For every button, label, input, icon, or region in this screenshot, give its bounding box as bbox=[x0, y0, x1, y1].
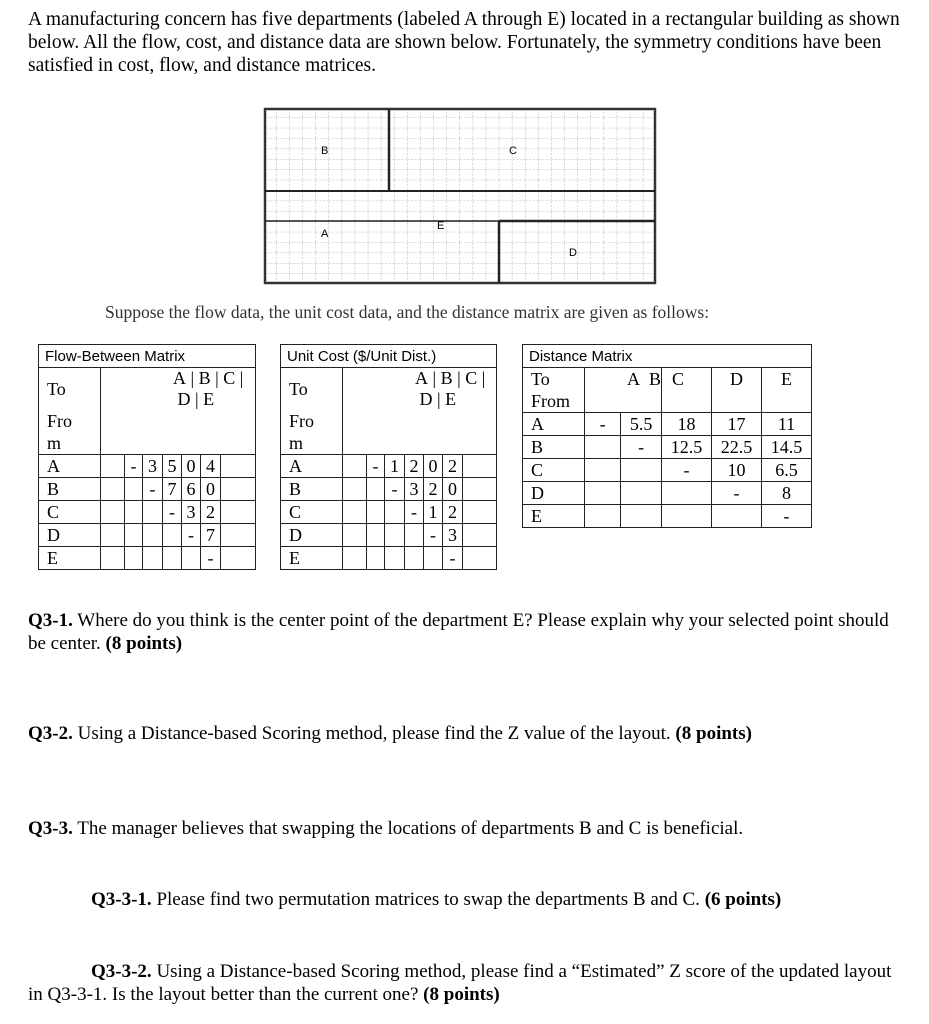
question-3-3 bbox=[28, 817, 908, 840]
distance-col-d: D bbox=[712, 368, 762, 391]
distance-corner-from: From bbox=[523, 390, 585, 413]
q33-number: Q3-3. bbox=[28, 818, 73, 839]
cost-col-a: A bbox=[415, 368, 428, 388]
table-row: B - 3 2 0 bbox=[281, 478, 497, 501]
q31-number: Q3-1. bbox=[28, 610, 73, 631]
dept-d-label: D bbox=[569, 247, 577, 259]
cost-corner-to: To bbox=[281, 368, 343, 411]
dept-a-label: A bbox=[321, 228, 329, 240]
table-row: A - 5.5 18 17 11 bbox=[523, 413, 812, 436]
distance-matrix-title: Distance Matrix bbox=[523, 345, 812, 368]
intro-paragraph: A manufacturing concern has five departments (labeled A through E) located in a rectangular building as shown below. All the flow, cost, and distance data are shown below. Fortunately, the symmetry conditions have been satisfied in cost, flow, and distance matrices. bbox=[28, 9, 900, 76]
q31-points: (8 points) bbox=[105, 633, 183, 654]
cost-corner-from-1: Fro bbox=[281, 410, 343, 432]
cost-col-c: C bbox=[465, 368, 478, 388]
q331-number: Q3-3-1. bbox=[91, 889, 152, 910]
table-row: C - 10 6.5 bbox=[523, 459, 812, 482]
flow-corner-from-1: Fro bbox=[39, 410, 101, 432]
cost-matrix-title: Unit Cost ($/Unit Dist.) bbox=[281, 345, 497, 368]
table-row: E - bbox=[281, 547, 497, 570]
question-3-3-2 bbox=[28, 960, 908, 1006]
dept-e-label: E bbox=[437, 220, 445, 232]
cost-col-b: B bbox=[440, 368, 453, 388]
dept-b-label: B bbox=[321, 145, 329, 157]
q32-text: Using a Distance-based Scoring method, please find the Z value of the layout. bbox=[77, 723, 671, 744]
table-row: A - 1 2 0 2 bbox=[281, 455, 497, 478]
matrices-caption: Suppose the flow data, the unit cost data, and the distance matrix are given as follows: bbox=[105, 302, 710, 322]
table-row: B - 7 6 0 bbox=[39, 478, 256, 501]
flow-col-d: D bbox=[177, 389, 191, 409]
q32-number: Q3-2. bbox=[28, 723, 73, 744]
table-row: E - bbox=[523, 505, 812, 528]
distance-matrix bbox=[522, 344, 812, 528]
table-row: E - bbox=[39, 547, 256, 570]
flow-corner-to: To bbox=[39, 368, 101, 411]
flow-matrix-title: Flow-Between Matrix bbox=[39, 345, 256, 368]
q332-points: (8 points) bbox=[423, 984, 500, 1005]
q332-number: Q3-3-2. bbox=[91, 961, 152, 982]
table-row: D - 8 bbox=[523, 482, 812, 505]
flow-col-c: C bbox=[223, 368, 236, 388]
cost-col-d: D bbox=[419, 389, 433, 409]
question-3-2 bbox=[28, 722, 908, 745]
flow-col-b: B bbox=[198, 368, 211, 388]
distance-col-b: B bbox=[649, 368, 662, 389]
q32-points: (8 points) bbox=[675, 723, 752, 744]
table-row: B - 12.5 22.5 14.5 bbox=[523, 436, 812, 459]
flow-between-matrix bbox=[38, 344, 256, 570]
cost-column-headers: A | B | C | D | E bbox=[343, 368, 497, 411]
distance-corner-to: To bbox=[523, 368, 585, 391]
cost-corner-from-2: m bbox=[281, 432, 343, 455]
table-row: C - 1 2 bbox=[281, 501, 497, 524]
building-layout-diagram bbox=[263, 107, 657, 285]
table-row: D - 3 bbox=[281, 524, 497, 547]
distance-col-c: C bbox=[662, 368, 712, 391]
flow-corner-from-2: m bbox=[39, 432, 101, 455]
table-row: C - 3 2 bbox=[39, 501, 256, 524]
cost-col-e: E bbox=[445, 389, 457, 409]
flow-col-e: E bbox=[203, 389, 215, 409]
flow-column-headers: A | B | C | D | E bbox=[101, 368, 256, 411]
q31-text: Where do you think is the center point of the department E? Please explain why your selected point should be center. bbox=[28, 610, 889, 654]
flow-col-a: A bbox=[173, 368, 186, 388]
dept-c-label: C bbox=[509, 145, 517, 157]
distance-col-a: A bbox=[627, 368, 640, 389]
table-row: A - 3 5 0 4 bbox=[39, 455, 256, 478]
table-row: D - 7 bbox=[39, 524, 256, 547]
question-3-1 bbox=[28, 609, 908, 655]
q331-text: Please find two permutation matrices to swap the departments B and C. bbox=[156, 889, 700, 910]
question-3-3-1 bbox=[91, 888, 911, 911]
unit-cost-matrix bbox=[280, 344, 497, 570]
q331-points: (6 points) bbox=[704, 889, 782, 910]
q332-text: Using a Distance-based Scoring method, please find a “Estimated” Z score of the updated layout in Q3-3-1. Is the layout better than the current one? bbox=[28, 961, 892, 1005]
distance-col-e: E bbox=[762, 368, 812, 391]
q33-text: The manager believes that swapping the locations of departments B and C is beneficial. bbox=[77, 818, 744, 839]
